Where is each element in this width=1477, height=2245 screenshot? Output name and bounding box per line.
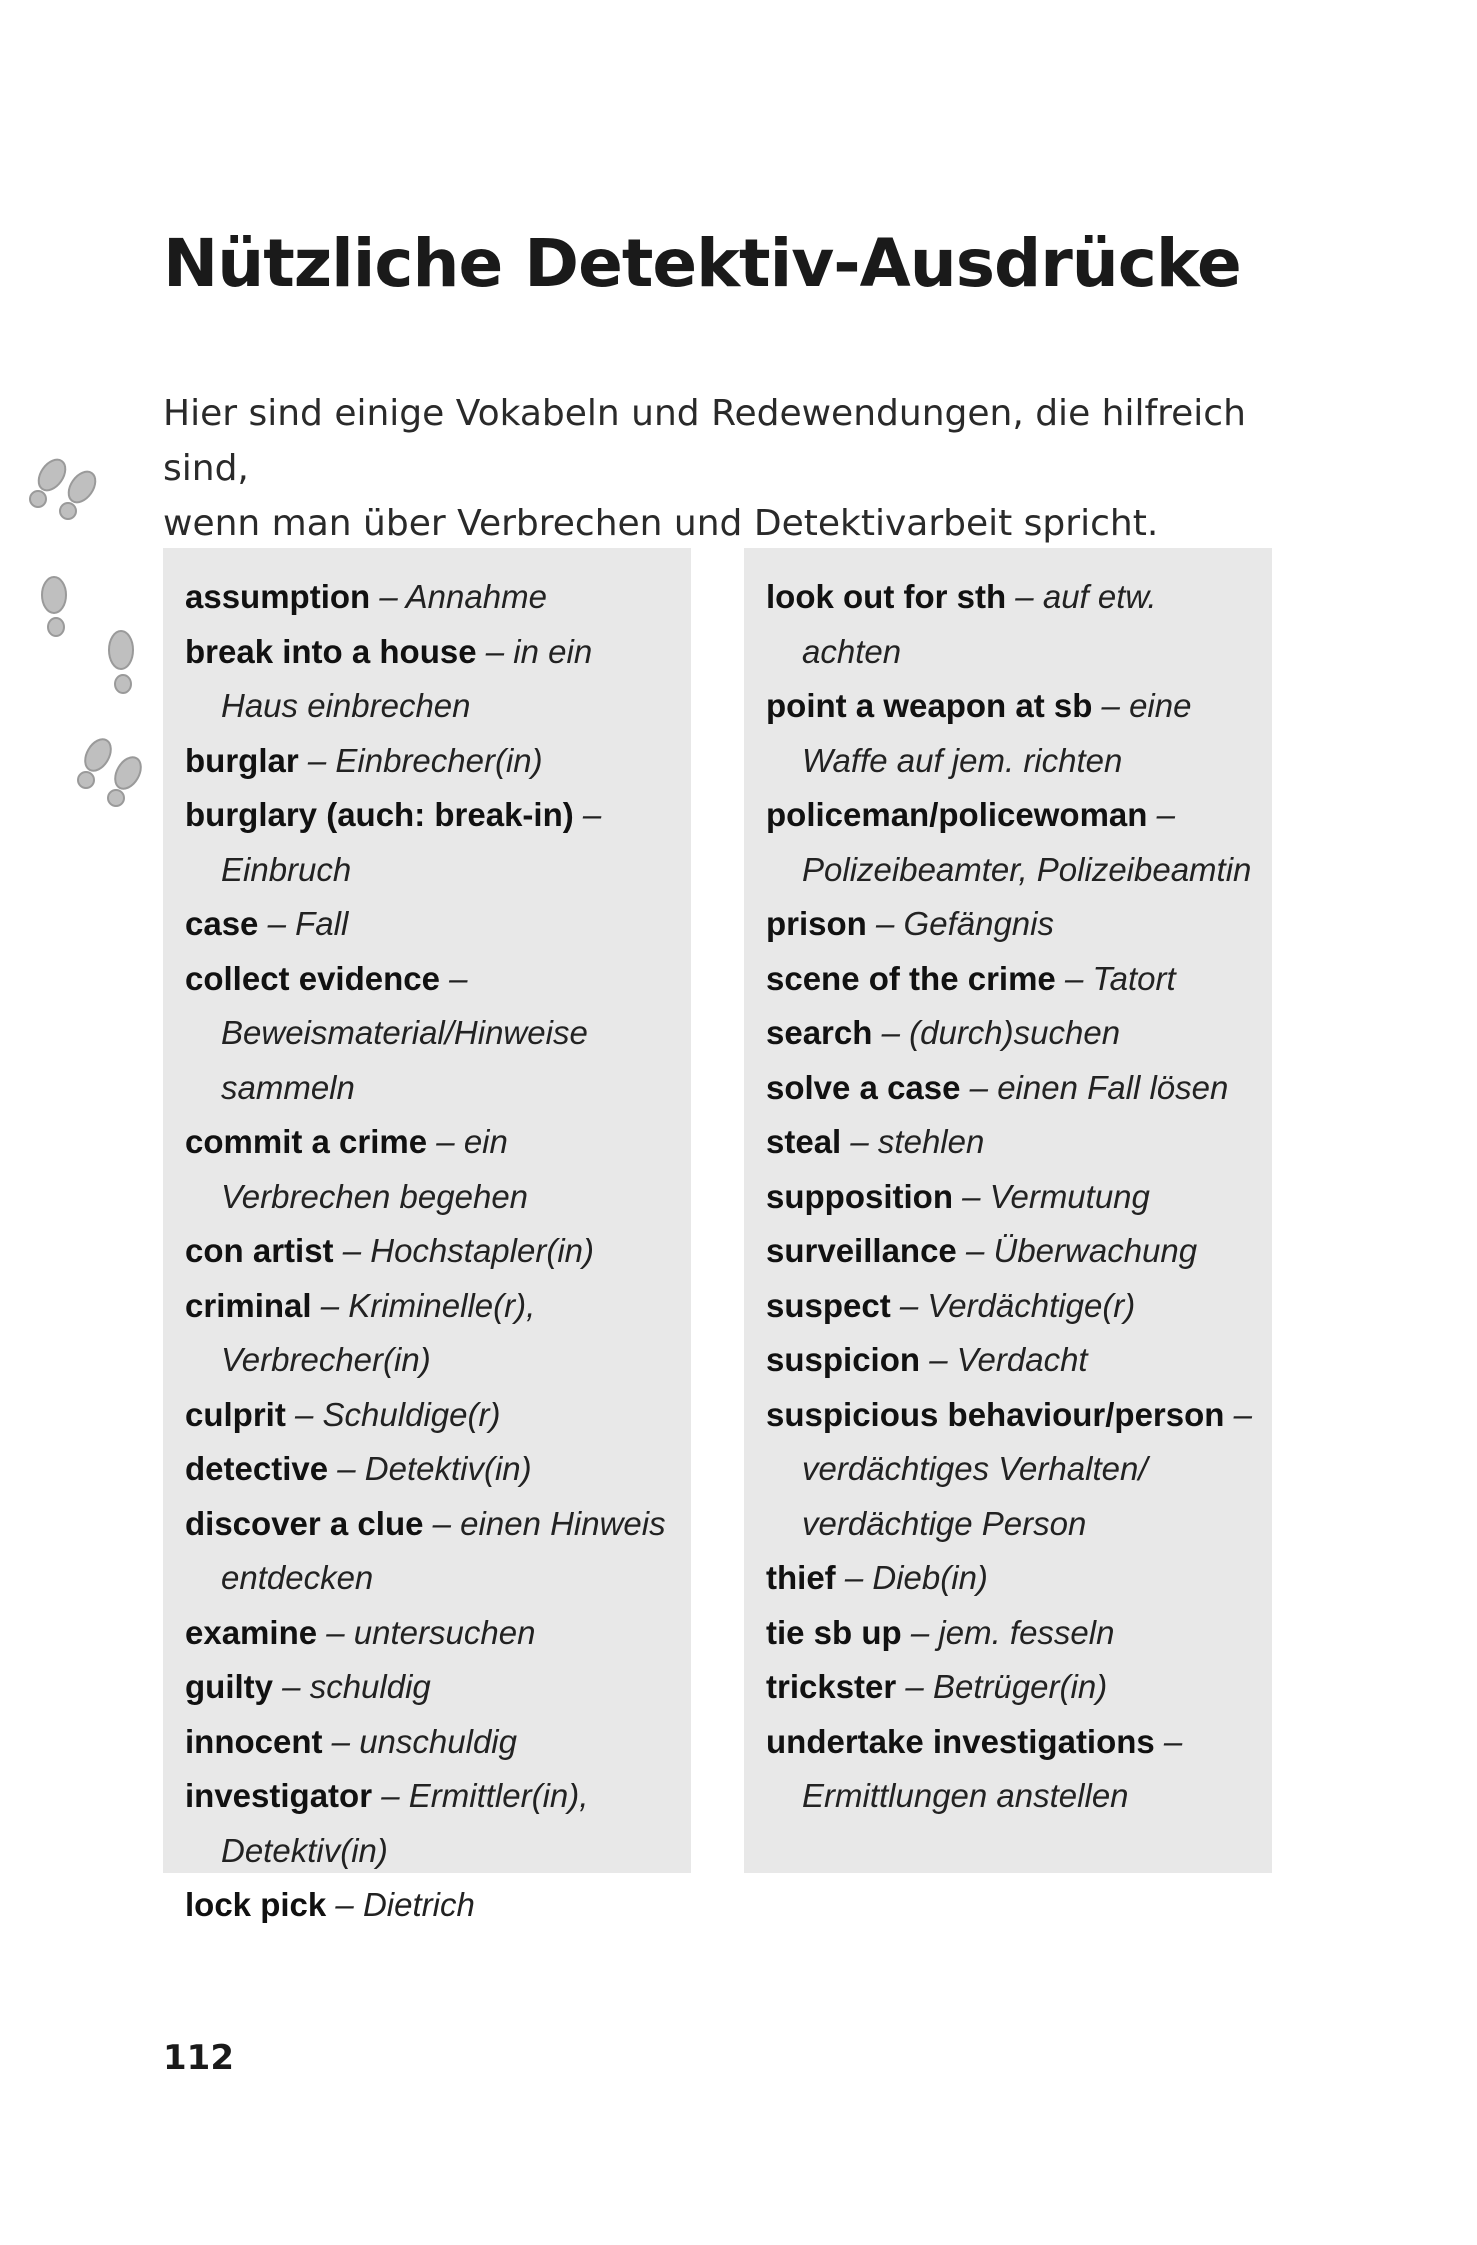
vocab-entry [766, 1061, 1258, 1116]
vocab-separator: – [1154, 1722, 1183, 1760]
vocab-separator: – [573, 796, 602, 833]
vocab-translation: Ermittler(in), Detektiv(in) [221, 1777, 589, 1869]
vocab-translation: Annahme [405, 578, 547, 615]
vocab-translation: einen Hinweis entdecken [221, 1504, 666, 1596]
vocab-separator: – [311, 1286, 349, 1324]
vocab-translation: jem. fesseln [938, 1613, 1115, 1651]
vocab-separator: – [866, 905, 904, 942]
vocab-term: point a weapon at sb [766, 687, 1093, 724]
vocab-separator: – [273, 1668, 310, 1705]
vocab-separator: – [1055, 959, 1093, 997]
vocab-entry [185, 1497, 677, 1606]
vocab-term: break into a house [185, 632, 477, 670]
vocab-term: trickster [766, 1668, 897, 1705]
vocab-translation: Ermittlungen anstellen [802, 1777, 1129, 1814]
vocab-separator: – [1092, 687, 1130, 724]
vocab-translation: Detektiv(in) [364, 1450, 532, 1487]
vocab-entry [185, 1115, 677, 1224]
vocab-separator: – [956, 1232, 994, 1269]
vocab-translation: Hochstapler(in) [370, 1232, 594, 1269]
vocab-term: collect evidence [185, 959, 440, 997]
vocab-translation: Kriminelle(r), Verbrecher(in) [221, 1286, 536, 1378]
vocab-separator: – [258, 905, 296, 942]
vocab-term: burglar [185, 741, 299, 779]
vocab-entry [766, 570, 1258, 679]
vocab-separator: – [920, 1341, 957, 1378]
vocab-term: undertake investigations [766, 1722, 1155, 1760]
vocab-entry [766, 1715, 1258, 1824]
vocab-term: case [185, 905, 259, 942]
vocab-term: solve a case [766, 1068, 961, 1106]
vocab-term: tie sb up [766, 1613, 902, 1651]
footprints-icon [20, 455, 160, 845]
vocab-entry [766, 1006, 1258, 1061]
page-number: 112 [163, 2038, 234, 2078]
vocab-entry [766, 1170, 1258, 1225]
vocab-term: discover a clue [185, 1504, 424, 1542]
vocab-term: policeman/policewoman [766, 796, 1148, 833]
vocab-translation: Dieb(in) [872, 1559, 988, 1596]
vocab-translation: in ein Haus einbrechen [221, 632, 593, 724]
vocab-entry [766, 1115, 1258, 1170]
vocab-translation: auf etw. achten [802, 578, 1157, 670]
vocab-separator: – [896, 1668, 933, 1705]
intro-line-2: wenn man über Verbrechen und Detektivarbeit spricht. [163, 503, 1159, 544]
vocab-translation: Tatort [1092, 959, 1176, 997]
vocab-separator: – [328, 1450, 365, 1487]
vocab-term: surveillance [766, 1232, 957, 1269]
vocab-entry [185, 1715, 677, 1770]
vocab-translation: Betrüger(in) [932, 1668, 1108, 1705]
vocab-entry [766, 897, 1258, 952]
vocab-separator: – [439, 959, 468, 997]
vocab-separator: – [1006, 578, 1043, 615]
vocab-term: innocent [185, 1722, 323, 1760]
vocab-separator: – [960, 1068, 998, 1106]
vocab-separator: – [298, 741, 336, 779]
vocab-term: examine [185, 1613, 318, 1651]
vocab-translation: Fall [295, 905, 349, 942]
vocab-entry [185, 625, 677, 734]
vocab-separator: – [952, 1177, 990, 1215]
vocab-entry [185, 1442, 677, 1497]
vocab-separator: – [835, 1559, 873, 1596]
vocab-separator: – [476, 632, 514, 670]
vocab-translation: einen Fall lösen [997, 1068, 1229, 1106]
vocab-translation: eine Waffe auf jem. richten [802, 687, 1192, 779]
vocab-term: investigator [185, 1777, 373, 1814]
intro-paragraph [163, 386, 1293, 551]
vocab-separator: – [1224, 1395, 1252, 1433]
vocab-term: suspect [766, 1286, 891, 1324]
vocab-translation: Beweismaterial/Hinweise sammeln [221, 1014, 588, 1106]
vocab-translation: Schuldige(r) [322, 1395, 501, 1433]
vocab-term: suspicion [766, 1341, 921, 1378]
intro-line-1: Hier sind einige Vokabeln und Redewendungen, die hilfreich sind, [163, 393, 1246, 489]
vocab-translation: Verdacht [956, 1341, 1088, 1378]
vocab-entry [185, 897, 677, 952]
vocab-term: lock pick [185, 1886, 327, 1923]
vocab-term: thief [766, 1559, 836, 1596]
vocab-term: scene of the crime [766, 959, 1056, 997]
vocab-term: prison [766, 905, 867, 942]
vocab-term: steal [766, 1123, 842, 1160]
vocab-term: burglary (auch: break-in) [185, 796, 574, 833]
vocab-entry [185, 1388, 677, 1443]
vocab-entry [766, 1660, 1258, 1715]
vocab-term: detective [185, 1450, 329, 1487]
vocab-column-left [163, 548, 691, 1923]
vocab-translation: untersuchen [353, 1613, 536, 1651]
vocab-entry [185, 1878, 677, 1933]
vocab-entry [185, 788, 677, 897]
vocab-separator: – [1147, 796, 1175, 833]
vocab-entry [185, 734, 677, 789]
vocab-entry [766, 1388, 1258, 1552]
vocab-entry [766, 1551, 1258, 1606]
vocab-separator: – [841, 1123, 878, 1160]
vocab-separator: – [890, 1286, 928, 1324]
vocab-translation: Einbruch [221, 850, 352, 888]
vocab-separator: – [285, 1395, 323, 1433]
vocab-term: commit a crime [185, 1123, 428, 1160]
vocab-translation: verdächtiges Verhalten/ verdächtige Person [802, 1450, 1148, 1542]
vocab-translation: Gefängnis [903, 905, 1054, 942]
vocab-separator: – [333, 1232, 371, 1269]
vocab-entry [766, 1224, 1258, 1279]
vocab-term: con artist [185, 1232, 334, 1269]
vocab-entry [185, 1769, 677, 1878]
vocab-separator: – [326, 1886, 363, 1923]
vocab-term: suspicious behaviour/person [766, 1395, 1225, 1433]
vocab-separator: – [872, 1014, 910, 1051]
vocab-entry [766, 1279, 1258, 1334]
vocab-separator: – [901, 1613, 939, 1651]
vocab-term: criminal [185, 1286, 312, 1324]
vocab-separator: – [372, 1777, 409, 1814]
vocab-separator: – [427, 1123, 464, 1160]
vocab-separator: – [322, 1722, 360, 1760]
vocab-separator: – [370, 578, 406, 615]
vocab-entry [766, 952, 1258, 1007]
vocab-entry [766, 679, 1258, 788]
vocab-translation: Überwachung [993, 1232, 1198, 1269]
vocab-translation: Vermutung [989, 1177, 1150, 1215]
vocab-entry [185, 1606, 677, 1661]
page-title: Nützliche Detektiv-Ausdrücke [163, 225, 1241, 302]
vocab-term: assumption [185, 578, 371, 615]
vocab-entry [185, 570, 677, 625]
vocab-term: look out for sth [766, 578, 1007, 615]
vocab-column-right [744, 548, 1272, 1873]
vocab-separator: – [423, 1504, 461, 1542]
vocab-entry [766, 788, 1258, 897]
vocab-translation: Dietrich [362, 1886, 475, 1923]
vocab-term: culprit [185, 1395, 286, 1433]
vocab-term: supposition [766, 1177, 953, 1215]
vocab-translation: unschuldig [359, 1722, 517, 1760]
vocab-term: guilty [185, 1668, 273, 1705]
vocab-separator: – [317, 1613, 354, 1651]
vocab-translation: schuldig [309, 1668, 431, 1705]
vocab-entry [185, 1279, 677, 1388]
vocab-translation: ein Verbrechen begehen [221, 1123, 529, 1215]
vocab-translation: Verdächtige(r) [927, 1286, 1136, 1324]
vocab-term: search [766, 1014, 873, 1051]
vocab-entry [766, 1606, 1258, 1661]
vocab-entry [185, 1660, 677, 1715]
vocab-translation: Einbrecher(in) [335, 741, 543, 779]
vocab-entry [185, 1224, 677, 1279]
vocab-translation: Polizeibeamter, Polizeibeamtin [802, 850, 1252, 888]
vocab-entry [185, 952, 677, 1116]
vocab-translation: stehlen [877, 1123, 985, 1160]
vocab-translation: (durch)suchen [909, 1014, 1121, 1051]
vocab-entry [766, 1333, 1258, 1388]
